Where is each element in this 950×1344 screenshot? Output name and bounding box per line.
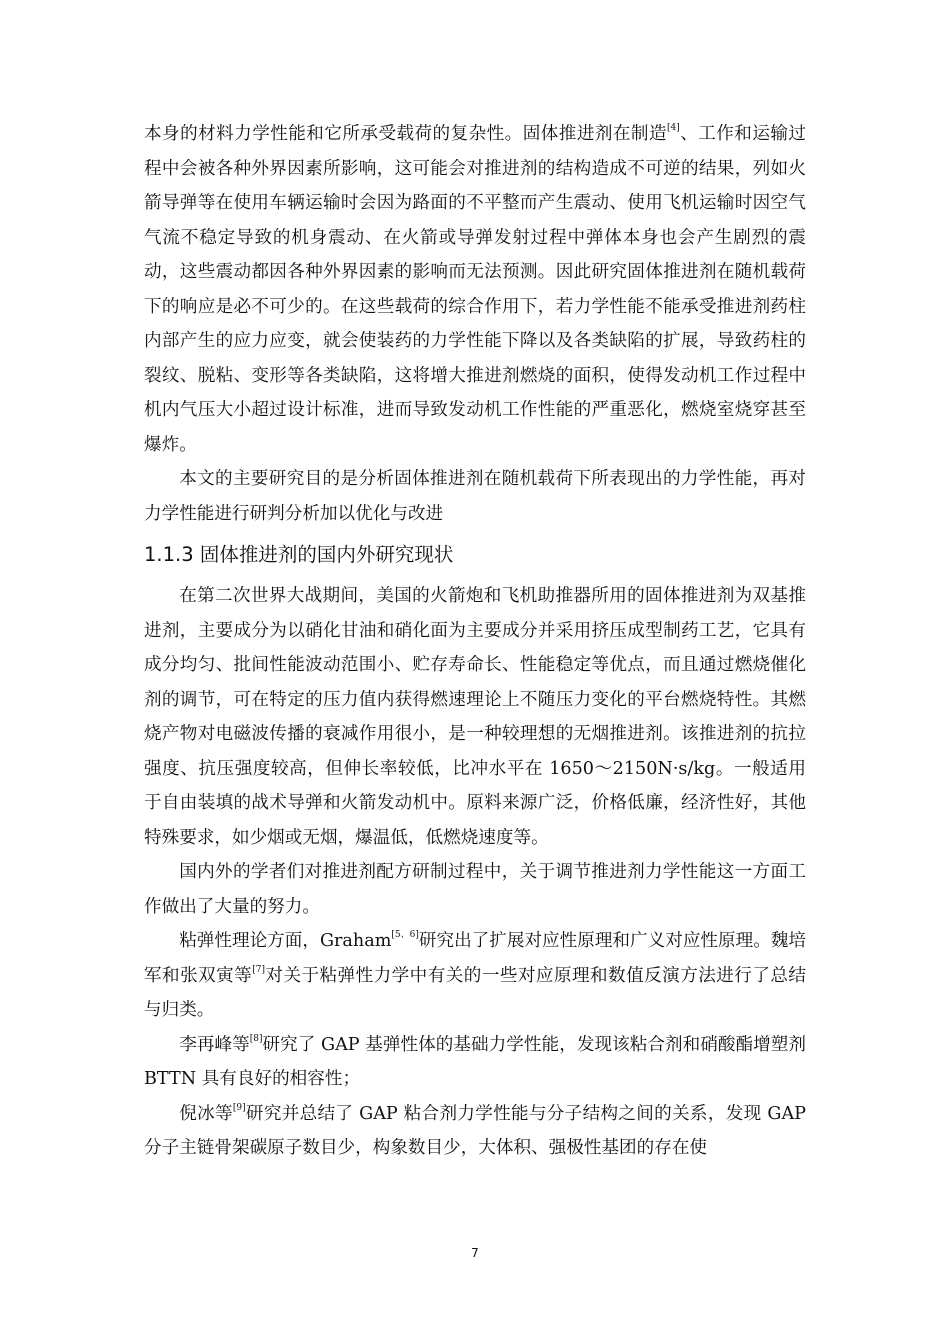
paragraph-6: 李再峰等[8]研究了 GAP 基弹性体的基础力学性能，发现该粘合剂和硝酸酯增塑剂 BTTN 具有良好的相容性； [144,1033,806,1089]
page-body [144,117,806,1166]
paragraph-3: 在第二次世界大战期间，美国的火箭炮和飞机助推器所用的固体推进剂为双基推进剂，主要成分为以硝化甘油和硝化面为主要成分并采用挤压成型制药工艺，它具有成分均匀、批间性能波动范围小、贮存寿命长、性能稳定等优点，而且通过燃烧催化剂的调节，可在特定的压力值内获得燃速理论上不随压力变化的平台燃烧特性。其燃烧产物对电磁波传播的衰减作用很小，是一种较理想的无烟推进剂。该推进剂的抗拉强度、抗压强度较高，但伸长率较低，比冲水平在 1650～2150N·s/kg。一般适用于自由装填的战术导弹和火箭发动机中。原料来源广泛，价格低廉，经济性好，其他特殊要求，如少烟或无烟，爆温低，低燃烧速度等。 [144,586,806,848]
section-heading: 1.1.3 固体推进剂的国内外研究现状 [144,543,454,566]
page-number: 7 [471,1246,479,1260]
citation-9[interactable]: [9] [232,1102,246,1113]
citation-4[interactable]: [4] [667,123,680,133]
citation-5-6[interactable]: [5、6] [391,930,419,940]
paragraph-7: 倪冰等[9]研究并总结了 GAP 粘合剂力学性能与分子结构之间的关系，发现 GAP 分子主链骨架碳原子数目少，构象数目少，大体积、强极性基团的存在使 [144,1102,806,1158]
paragraph-1: 本身的材料力学性能和它所承受载荷的复杂性。固体推进剂在制造[4]、工作和运输过程中会被各种外界因素所影响，这可能会对推进剂的结构造成不可逆的结果，列如火箭导弹等在使用车辆运输时会因为路面的不平整而产生震动、使用飞机运输时因空气气流不稳定导致的机身震动、在火箭或导弹发射过程中弹体本身也会产生剧烈的震动，这些震动都因各种外界因素的影响而无法预测。因此研究固体推进剂在随机载荷下的响应是必不可少的。在这些载荷的综合作用下，若力学性能不能承受推进剂药柱内部产生的应力应变，就会使装药的力学性能下降以及各类缺陷的扩展，导致药柱的裂纹、脱粘、变形等各类缺陷，这将增大推进剂燃烧的面积，使得发动机工作过程中机内气压大小超过设计标准，进而导致发动机工作性能的严重恶化，燃烧室烧穿甚至爆炸。 [144,123,806,455]
citation-7[interactable]: [7] [252,964,265,975]
citation-8[interactable]: [8] [249,1033,263,1044]
paragraph-2: 本文的主要研究目的是分析固体推进剂在随机载荷下所表现出的力学性能，再对力学性能进行研判分析加以优化与改进 [144,469,806,524]
paragraph-4: 国内外的学者们对推进剂配方研制过程中，关于调节推进剂力学性能这一方面工作做出了大量的努力。 [144,862,806,917]
paragraph-5: 粘弹性理论方面，Graham[5、6]研究出了扩展对应性原理和广义对应性原理。魏培军和张双寅等[7]对关于粘弹性力学中有关的一些对应原理和数值反演方法进行了总结与归类。 [144,930,806,1020]
